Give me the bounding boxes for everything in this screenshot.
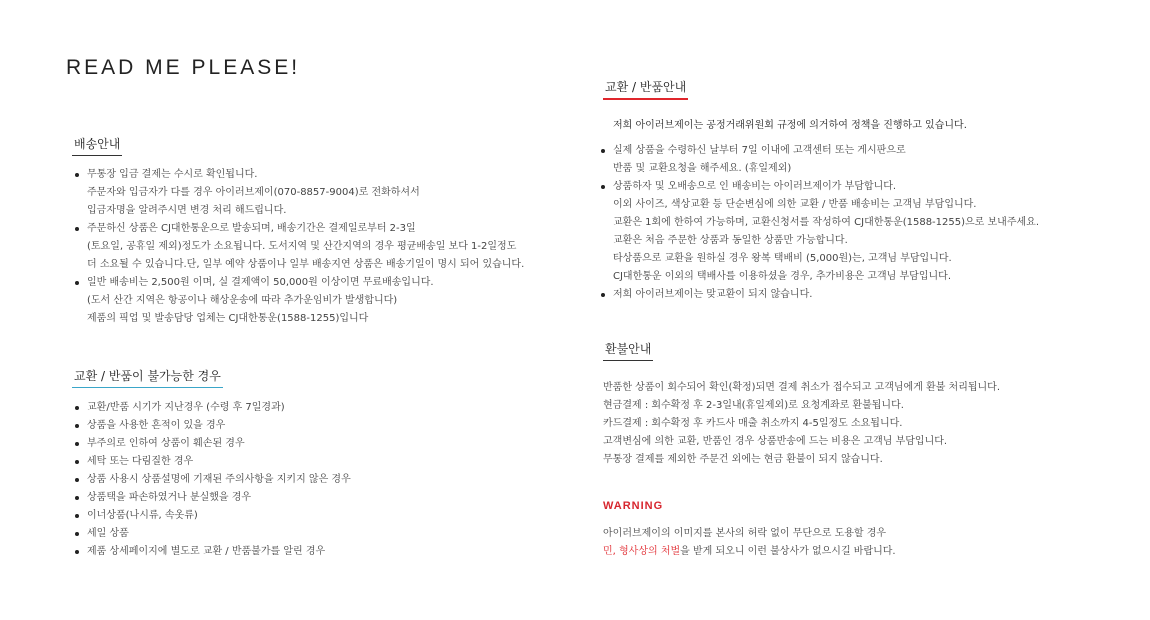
list-line: 저희 아이러브제이는 맞교환이 되지 않습니다.: [613, 289, 813, 300]
exchange-intro: 저희 아이러브제이는 공정거래위원회 규정에 의거하여 정책을 진행하고 있습니다.: [613, 120, 967, 131]
list-line: 실제 상품을 수령하신 날부터 7일 이내에 고객센터 또는 게시판으로: [613, 145, 906, 156]
refund-line: 카드결제 : 회수확정 후 카드사 매출 취소까지 4-5일정도 소요됩니다.: [603, 418, 903, 429]
list-item: 상품택을 파손하였거나 분실했을 경우: [74, 489, 351, 507]
list-line: 주문하신 상품은 CJ대한통운으로 발송되며, 배송기간은 결제일로부터 2-3일: [87, 223, 416, 234]
list-line: (토요일, 공휴일 제외)정도가 소요됩니다. 도서지역 및 산간지역의 경우 평균배송일 보다 1-2일정도: [87, 241, 517, 252]
refund-line: 무통장 결제를 제외한 주문건 외에는 현금 환불이 되지 않습니다.: [603, 454, 883, 465]
list-item: [74, 274, 524, 328]
warning-highlight: 민, 형사상의 처벌: [603, 546, 681, 557]
warning-line: 아이러브제이의 이미지를 본사의 허락 없이 무단으로 도용할 경우: [603, 528, 887, 539]
warning-line: [603, 543, 896, 561]
page-title: READ ME PLEASE!: [66, 56, 301, 79]
list-line: 제품의 픽업 및 발송담당 업체는 CJ대한통운(1588-1255)입니다: [87, 313, 369, 324]
list-item: [600, 142, 1039, 178]
list-line: 주문자와 입금자가 다를 경우 아이러브제이(070-8857-9004)로 전화하셔서: [87, 187, 420, 198]
list-line: 입금자명을 알려주시면 변경 처리 해드립니다.: [87, 205, 287, 216]
exchange-list: [600, 142, 1039, 304]
warning-line-rest: 을 받게 되오니 이런 불상사가 없으시길 바랍니다.: [680, 546, 896, 557]
list-item: 상품을 사용한 흔적이 있을 경우: [74, 417, 351, 435]
list-line: 교환은 처음 주문한 상품과 동일한 상품만 가능합니다.: [613, 235, 848, 246]
list-line: 교환은 1회에 한하여 가능하며, 교환신청서를 작성하여 CJ대한통운(1588-1255)으로 보내주세요.: [613, 217, 1039, 228]
list-item: [74, 166, 524, 220]
refund-line: 현금결제 : 회수확정 후 2-3일내(휴일제외)로 요청계좌로 환불됩니다.: [603, 400, 904, 411]
list-line: 일반 배송비는 2,500원 이며, 실 결제액이 50,000원 이상이면 무료배송입니다.: [87, 277, 434, 288]
no-exchange-heading: 교환 / 반품이 불가능한 경우: [72, 367, 223, 388]
list-item: [600, 178, 1039, 286]
list-item: [600, 286, 1039, 304]
shipping-heading: 배송안내: [72, 135, 122, 156]
refund-line: 고객변심에 의한 교환, 반품인 경우 상품반송에 드는 비용은 고객님 부담입니다.: [603, 436, 948, 447]
warning-title: WARNING: [603, 500, 664, 512]
list-line: 무통장 입금 결제는 수시로 확인됩니다.: [87, 169, 258, 180]
list-line: 타상품으로 교환을 원하실 경우 왕복 택배비 (5,000원)는, 고객님 부담입니다.: [613, 253, 952, 264]
no-exchange-list: [74, 399, 351, 561]
list-line: CJ대한통운 이외의 택배사를 이용하셨을 경우, 추가비용은 고객님 부담입니다.: [613, 271, 951, 282]
list-item: 세일 상품: [74, 525, 351, 543]
list-item: 세탁 또는 다림질한 경우: [74, 453, 351, 471]
list-item: 이너상품(나시류, 속옷류): [74, 507, 351, 525]
list-item: 제품 상세페이지에 별도로 교환 / 반품불가를 알린 경우: [74, 543, 351, 561]
list-line: 상품하자 및 오배송으로 인 배송비는 아이러브제이가 부담합니다.: [613, 181, 897, 192]
refund-line: 반품한 상품이 회수되어 확인(확정)되면 결제 취소가 접수되고 고객님에게 환불 처리됩니다.: [603, 382, 1001, 393]
refund-heading: 환불안내: [603, 340, 653, 361]
list-line: 더 소요될 수 있습니다.단, 일부 예약 상품이나 일부 배송지연 상품은 배송기일이 명시 되어 있습니다.: [87, 259, 525, 270]
list-item: 교환/반품 시기가 지난경우 (수령 후 7일경과): [74, 399, 351, 417]
list-item: 상품 사용시 상품설명에 기재된 주의사항을 지키지 않은 경우: [74, 471, 351, 489]
refund-text: [603, 379, 1000, 469]
list-item: [74, 220, 524, 274]
list-line: (도서 산간 지역은 항공이나 해상운송에 따라 추가운임비가 발생합니다): [87, 295, 398, 306]
list-line: 이외 사이즈, 색상교환 등 단순변심에 의한 교환 / 반품 배송비는 고객님 부담입니다.: [613, 199, 977, 210]
list-line: 반품 및 교환요청을 해주세요. (휴일제외): [613, 163, 792, 174]
list-item: 부주의로 인하여 상품이 훼손된 경우: [74, 435, 351, 453]
exchange-heading: 교환 / 반품안내: [603, 78, 688, 100]
warning-text: [603, 525, 896, 561]
shipping-list: [74, 166, 524, 328]
